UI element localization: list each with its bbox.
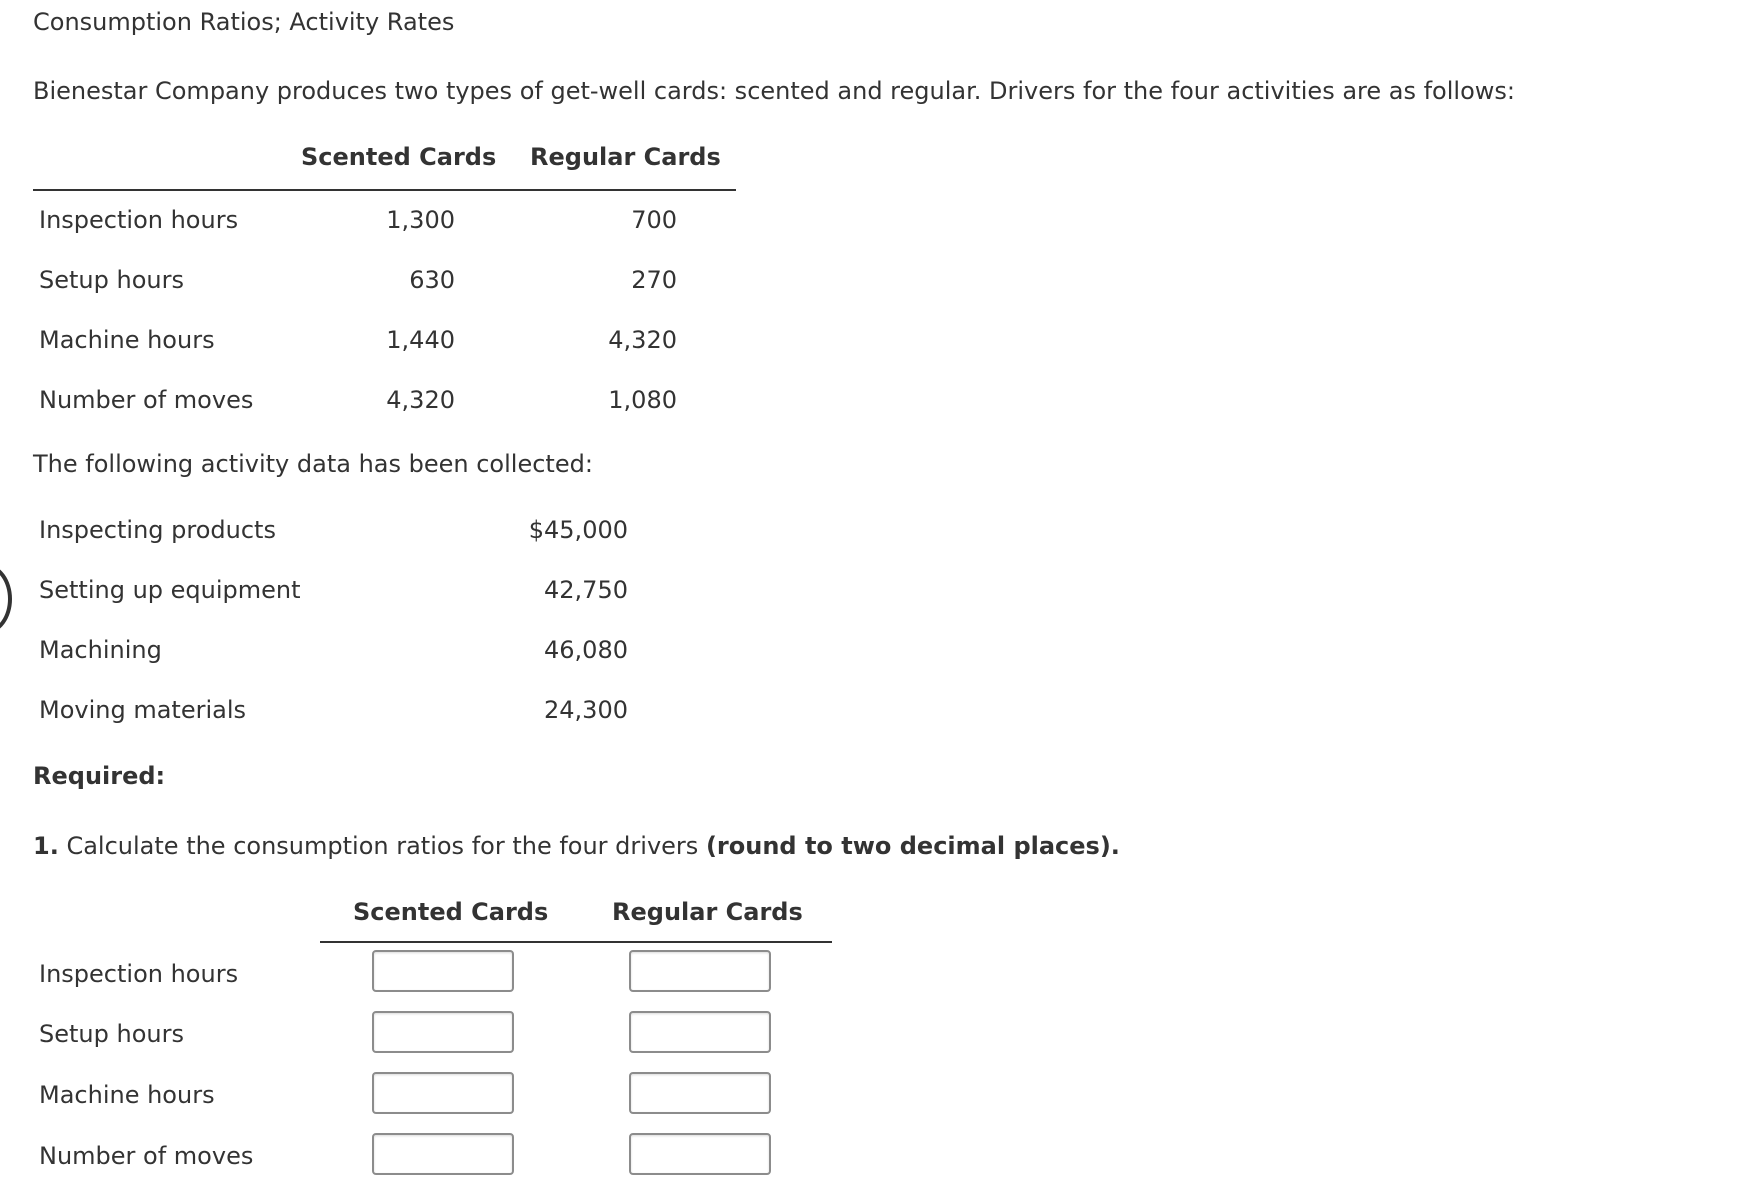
number-of-moves-regular-input[interactable] <box>629 1133 771 1175</box>
question-1 <box>33 832 1120 860</box>
setup-hours-regular-input[interactable] <box>629 1011 771 1053</box>
drivers-header-regular: Regular Cards <box>530 143 721 171</box>
activity-row-label: Inspecting products <box>39 516 276 544</box>
setup-hours-scented-input[interactable] <box>372 1011 514 1053</box>
activity-row-label: Machining <box>39 636 162 664</box>
answer-row-label: Number of moves <box>39 1142 254 1170</box>
drivers-row-label: Machine hours <box>39 326 215 354</box>
activity-row-value: $45,000 <box>528 516 628 544</box>
drivers-row-regular: 270 <box>631 266 677 294</box>
drivers-row-label: Setup hours <box>39 266 184 294</box>
drivers-row-scented: 1,440 <box>386 326 455 354</box>
activity-row-value: 42,750 <box>544 576 628 604</box>
number-of-moves-scented-input[interactable] <box>372 1133 514 1175</box>
activity-row-value: 24,300 <box>544 696 628 724</box>
page-title: Consumption Ratios; Activity Rates <box>33 8 455 36</box>
drivers-row-scented: 630 <box>409 266 455 294</box>
answer-header-scented: Scented Cards <box>353 898 549 926</box>
drivers-header-rule <box>33 189 736 191</box>
drivers-row-scented: 1,300 <box>386 206 455 234</box>
inspection-hours-scented-input[interactable] <box>372 950 514 992</box>
answer-row-label: Inspection hours <box>39 960 239 988</box>
question-text: Calculate the consumption ratios for the four drivers <box>66 832 699 860</box>
drivers-header-scented: Scented Cards <box>301 143 497 171</box>
machine-hours-scented-input[interactable] <box>372 1072 514 1114</box>
answer-row-label: Machine hours <box>39 1081 215 1109</box>
activity-row-value: 46,080 <box>544 636 628 664</box>
answer-row-label: Setup hours <box>39 1020 184 1048</box>
drivers-row-regular: 1,080 <box>608 386 677 414</box>
activity-intro: The following activity data has been collected: <box>33 450 593 478</box>
drivers-row-scented: 4,320 <box>386 386 455 414</box>
inspection-hours-regular-input[interactable] <box>629 950 771 992</box>
question-emphasis: (round to two decimal places). <box>705 832 1120 860</box>
intro-text: Bienestar Company produces two types of get-well cards: scented and regular. Drivers for the four activities are as follows: <box>33 77 1515 105</box>
drivers-row-label: Inspection hours <box>39 206 239 234</box>
machine-hours-regular-input[interactable] <box>629 1072 771 1114</box>
required-label: Required: <box>33 762 166 790</box>
drivers-row-regular: 4,320 <box>608 326 677 354</box>
activity-row-label: Moving materials <box>39 696 247 724</box>
answer-header-regular: Regular Cards <box>612 898 803 926</box>
activity-row-label: Setting up equipment <box>39 576 301 604</box>
drivers-row-label: Number of moves <box>39 386 254 414</box>
question-number: 1. <box>33 832 59 860</box>
page-edge-arc <box>0 564 12 634</box>
drivers-row-regular: 700 <box>631 206 677 234</box>
answer-header-rule <box>320 941 832 943</box>
